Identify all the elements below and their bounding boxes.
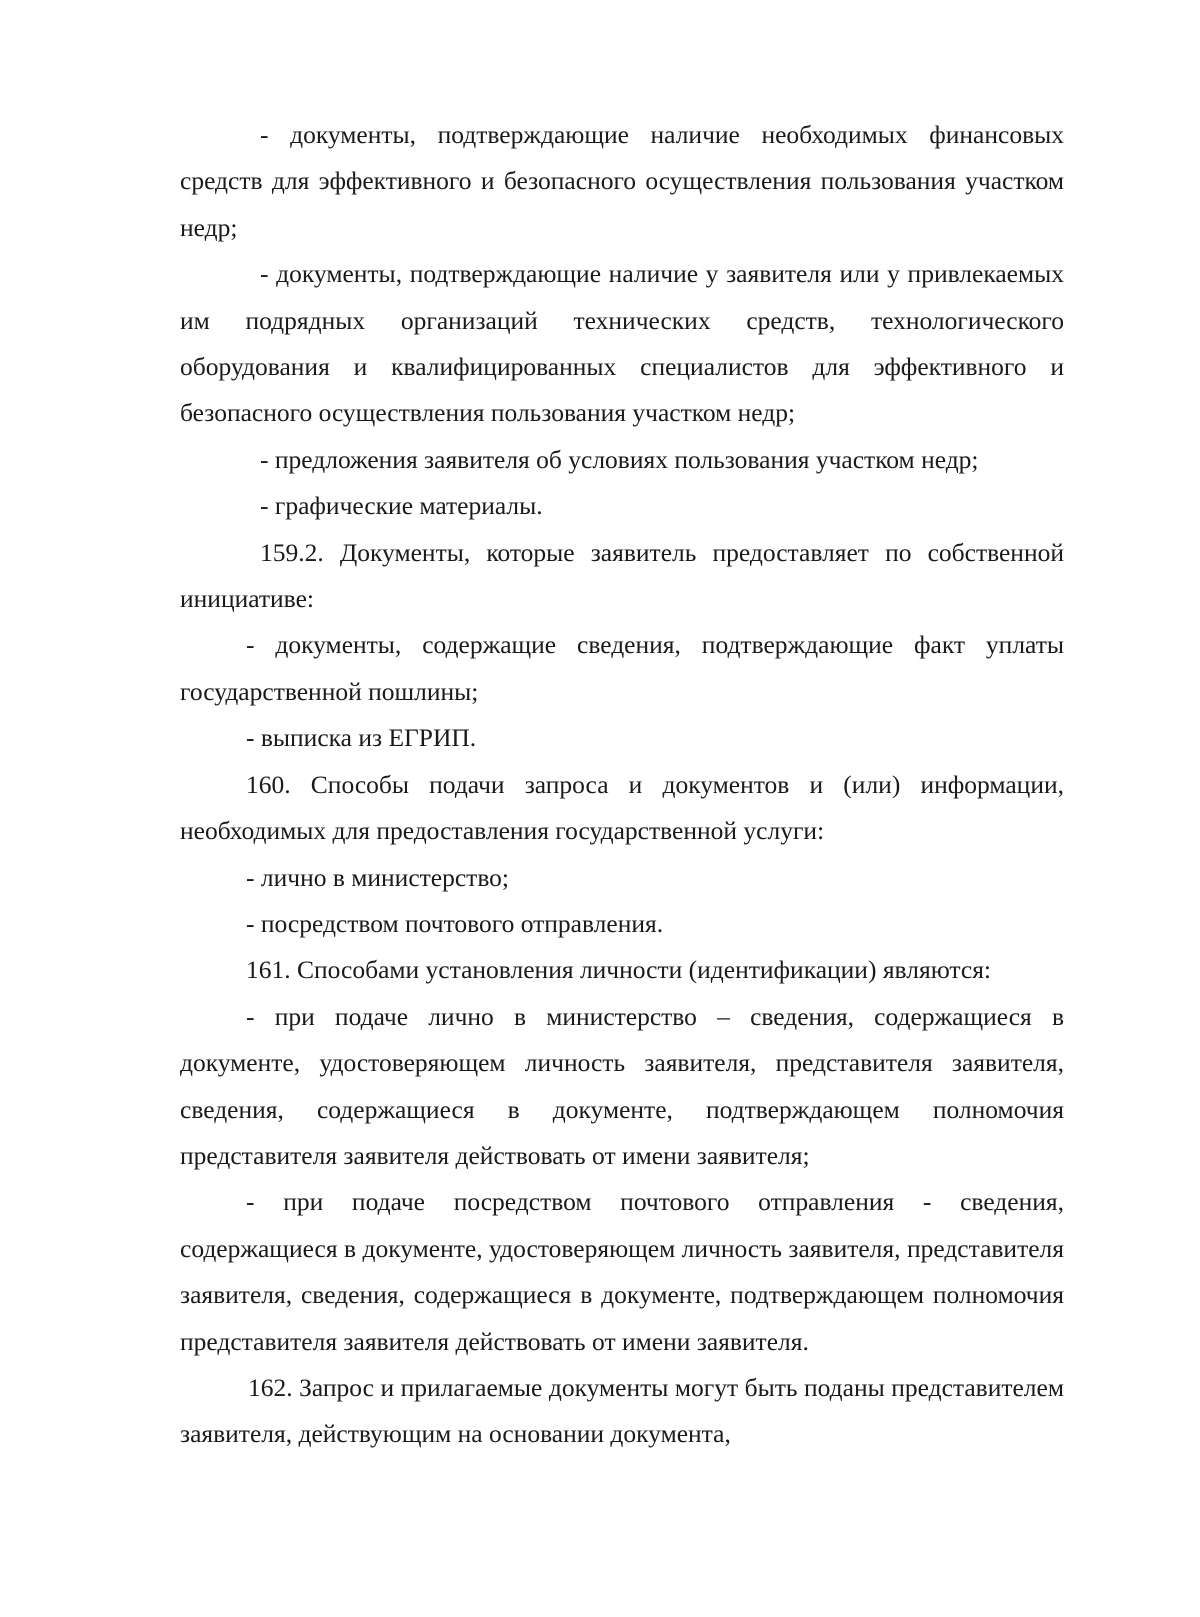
paragraph-egrip-extract: - выписка из ЕГРИП. [246,723,477,753]
document-body [180,112,1064,1458]
paragraph-162: 162. Запрос и прилагаемые документы могут быть поданы представителем заявителя, действующим на основании документа, [180,1372,1064,1449]
paragraph-technical-documents: - документы, подтверждающие наличие у заявителя или у привлекаемых им подрядных организаций технических средств, технологического оборудования и квалифицированных специалистов для эффективного и безопасного осуществления пользования участком недр; [180,259,1064,428]
paragraph-160: 160. Способы подачи запроса и документов и (или) информации, необходимых для предоставления государственной услуги: [180,769,1064,846]
paragraph-state-duty: - документы, содержащие сведения, подтверждающие факт уплаты государственной пошлины; [180,630,1064,706]
paragraph-postal-identification: - при подаче посредством почтового отправления - сведения, содержащиеся в документе, удостоверяющем личность заявителя, представителя заявителя, сведения, содержащиеся в документе, подтверждающем полномочия представителя заявителя действовать от имени заявителя. [180,1187,1064,1356]
paragraph-in-person: - лично в министерство; [246,862,510,892]
paragraph-159-2: 159.2. Документы, которые заявитель предоставляет по собственной инициативе: [180,537,1064,614]
paragraph-applicant-proposals: - предложения заявителя об условиях пользования участком недр; [260,444,979,474]
paragraph-financial-documents: - документы, подтверждающие наличие необходимых финансовых средств для эффективного и безопасного осуществления пользования участком недр; [180,120,1064,242]
paragraph-161: 161. Способами установления личности (идентификации) являются: [246,955,992,985]
paragraph-graphic-materials: - графические материалы. [260,491,543,521]
paragraph-by-post: - посредством почтового отправления. [246,908,664,938]
paragraph-in-person-identification: - при подаче лично в министерство – сведения, содержащиеся в документе, удостоверяющем личность заявителя, представителя заявителя, сведения, содержащиеся в документе, подтверждающем полномочия представителя заявителя действовать от имени заявителя; [180,1001,1064,1170]
